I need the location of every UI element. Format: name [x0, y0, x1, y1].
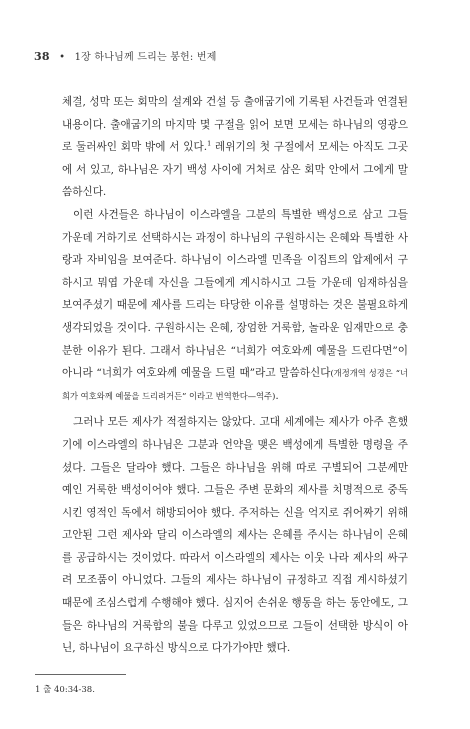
paragraph — [62, 91, 408, 204]
text-segment: 그러나 모든 제사가 적절하지는 않았다. 고대 세계에는 제사가 아주 흔했기에 이스라엘의 하나님은 그분과 언약을 맺은 백성에게 특별한 명령을 주셨다. 그들은 달라야 했다. 그들은 하나님을 위해 따로 구별되어 그분께만 예인 거룩한 백성이어야 했다. 그들은 주변 문화의 제사를 치명적으로 중독시킨 영적인 독에서 해방되어야 했다. 주저하는 신을 억지로 쥐어짜기 위해 고안된 그런 제사와 달리 이스라엘의 제사는 은혜를 주시는 하나님이 은혜를 공급하시는 것이었다. 따라서 이스라엘의 제사는 이웃 나라 제사의 싸구려 모조품이 아니었다. 그들의 제사는 하나님이 규정하고 직접 계시하셨기 때문에 조심스럽게 수행해야 했다. 심지어 손쉬운 행동을 하는 동안에도, 그들은 하나님의 거룩함의 불을 다루고 있었으므로 그들이 선택한 방식이 아닌, 하나님이 요구하신 방식으로 다가가야만 했다. — [62, 416, 408, 655]
paragraph — [62, 411, 408, 660]
page-number: 38 — [34, 50, 50, 63]
footnote-reference: 1 — [207, 139, 212, 148]
body-text — [62, 91, 408, 660]
chapter-title: 1장 하나님께 드리는 봉헌: 번제 — [74, 52, 217, 63]
text-segment: . — [275, 389, 279, 402]
text-segment: 이런 사건들은 하나님이 이스라엘을 그분의 특별한 백성으로 삼고 그들 가운데 거하기로 선택하시는 과정이 하나님의 구원하시는 은혜와 특별한 사랑과 자비임을 보여준다. 하나님이 이스라엘 민족을 이집트의 압제에서 구하시고 뭐엽 가운데 자신을 그들에게 계시하시고 그들 가운데 임재하심을 보여주셨기 때문에 제사를 드리는 타당한 이유를 설명하는 것은 불필요하게 생각되었을 것이다. 구원하시는 은혜, 장엄한 거룩함, 놀라운 임재만으로 충분한 이유가 된다. 그래서 하나님은 “너희가 여호와께 예물을 드린다면”이 아니라 “너희가 여호와께 예물을 드릴 때”라고 말씀하신다 — [62, 208, 408, 380]
text-segment: 체결, 성막 또는 회막의 설계와 건설 등 출애굽기에 기록된 사건들과 연결된 내용이다. 출애굽기의 마지막 몇 구절을 읽어 보면 모세는 하나님의 영광으로 둘러싸인 회막 밖에 서 있다. — [62, 96, 408, 154]
footnote-divider — [35, 674, 126, 675]
translator-note: (개정개역 성경은 “너희가 여호와께 예물을 드리려거든” 이라고 번역한다—역주) — [62, 368, 408, 401]
running-head-separator: • — [59, 52, 66, 63]
footnote: 1 출 40:34-38. — [35, 685, 95, 695]
paragraph — [62, 204, 408, 407]
text-segment: 레위기의 첫 구절에서 모세는 아직도 그곳에 서 있고, 하나님은 자기 백성 사이에 거처로 삼은 회막 안에서 그에게 말씀하신다. — [62, 141, 408, 199]
running-head — [34, 48, 217, 63]
